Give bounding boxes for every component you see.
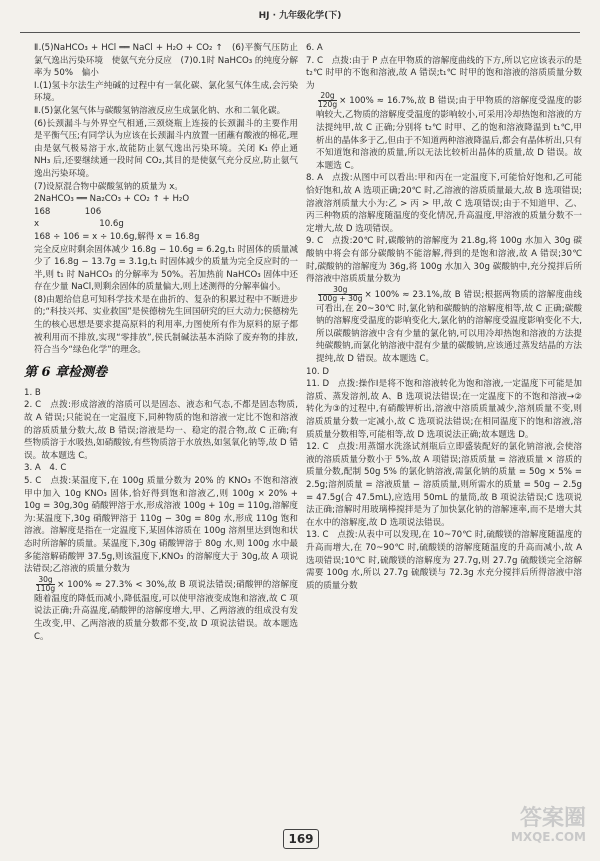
chemical-equation <box>24 193 298 243</box>
fraction-30-110: $\frac{30g}{110g}$ <box>36 574 56 593</box>
right-answers-middle <box>306 172 582 285</box>
header-rule <box>20 32 580 33</box>
paragraph: 完全反应时剩余固体减少 16.8g − 10.6g = 6.2g,t₁ 时固体的质量减少了 16.8g − 13.7g = 3.1g,t₁ 时固体减少的质量为完全反应时的一半,则 t₁ 时 NaHCO₃ 的分解率为 50%。若加热前 NaHCO₃ 固体中还存在少量 NaCl,则剩余固体的质量偏大,则上述测得的分解率偏小。 <box>34 244 298 293</box>
equation-line: 168 106 <box>34 206 102 217</box>
page-number: 169 <box>283 829 319 849</box>
equation-line: x 10.6g <box>34 219 124 230</box>
answer-item: 11. D 点拨:操作Ⅰ是将不饱和溶液转化为饱和溶液,一定温度下可能是加溶质、蒸发溶剂,故 A、B 选项说法错误;在一定温度下的不饱和溶液→②转化为③的过程中,有硝酸钾析出,溶液中溶质质量减少,溶剂质量不变,则溶质质量分数一定减小,故 C 选项说法错误;在相同温度下的饱和溶液,溶质质量分数相等,可能相等,故 D 选项说法正确;故本题选 D。 <box>306 379 582 440</box>
chapter-title: 第 6 章检测卷 <box>24 364 108 380</box>
answer-item: 12. C 点拨:用蒸馏水洗涤试剂瓶后立即盛装配好的氯化钠溶液,会使溶液的溶质质量分数小于 5%,故 A 项错误;溶质质量 = 溶液质量 × 溶质的质量分数,配制 50g 5% 的氯化钠溶液,需氯化钠的质量 = 50g × 5% = 2.5g;溶剂质量 = 溶液质量 − 溶质质量,则所需水的质量 = 50g − 2.5g = 47.5g(合 47.5mL),应选用 50mL 的量筒,故 B 项说法错误;C 选项说法正确;溶解时用玻璃棒搅拌是为了加快氯化钠的溶解速率,而不是增大其在水中的溶解度,故 D 选项说法错误。 <box>306 442 582 528</box>
answer-item: 10. D <box>306 366 330 377</box>
paragraph: Ⅰ.(1)氢卡尔法生产纯碱的过程中有一氧化碳、氯化氢气体生成,会污染环境。 <box>34 80 298 104</box>
paragraph: (8)由题给信息可知科学技术是在曲折的、复杂的积累过程中不断进步的;“科技兴邦、实业救国”是侯德榜先生回国研究的巨大动力;侯德榜先生的核心思想是要求提高原料的利用率,力图使所有作为原料的原子都被利用而不排放,实现“零排放”,侯氏制碱法基本消除了废弃物的排放,符合当今“绿色化学”的理念。 <box>34 294 298 356</box>
right-answers-top <box>306 42 582 92</box>
right-answers-bottom <box>306 366 582 593</box>
answer-9-fraction-line: $\frac{30g}{100g + 30g}$ × 100% ≈ 23.1%,故 B 错误;根据两物质的溶解度曲线可看出,在 20~30℃ 时,氯化钠和碳酸钠的溶解度相等,故 C 正确;碳酸钠的溶解度受温度的影响变化大,氯化钠的溶解度受温度影响变化不大,所以碳酸钠溶液中含有少量的氯化钠,可以用冷却热饱和溶液的方法提纯碳酸钠,而氯化钠溶液中混有少量的碳酸钠,应该通过蒸发结晶的方法提纯,故 D 错误。故本题选 C。 <box>316 284 582 365</box>
answer-item: 7. C 点拨:由于 P 点在甲物质的溶解度曲线的下方,所以它应该表示的是 t₂℃ 时甲的不饱和溶液,故 A 错误;t₁℃ 时甲的饱和溶液的溶质质量分数为 <box>306 55 582 91</box>
watermark-line2: MXQE.COM <box>510 830 586 844</box>
answer-7-fraction-line: $\frac{20g}{120g}$ × 100% ≈ 16.7%,故 B 错误;由于甲物质的溶解度受温度的影响较大,乙物质的溶解度受温度的影响较小,可采用冷却热饱和溶液的方法提纯甲,故 C 正确;分别将 t₂℃ 时甲、乙的饱和溶液降温到 t₁℃,甲析出的晶体多于乙,但由于不知道两种溶液降温后,都会有晶体析出,只有不知道饱和溶液的质量,所以无法比较析出晶体的质量,故 D 错误。故本题选 C。 <box>316 91 583 171</box>
answer-item: 5. C 点拨:某温度下,在 100g 质量分数为 20% 的 KNO₃ 不饱和溶液甲中加入 10g KNO₃ 固体,恰好得到饱和溶液乙,则 100g × 20% + 10g = 30g,30g 硝酸钾溶于水,形成溶液 100g + 10g = 110g,溶解度为:某温度下,30g 硝酸钾溶于 110g − 30g = 80g 水,形成 110g 饱和溶液。溶解度是指在一定温度下,某固体溶质在 100g 溶剂里达到饱和状态时所溶解的质量。某温度下,30g 硝酸钾溶于 80g 水,则 100g 水中最多能溶解硝酸钾 37.5g,则该温度下,KNO₃ 的溶解度大于 30g,故 A 项说法错误;乙溶液的质量分数为 <box>24 476 298 575</box>
left-column <box>24 42 298 643</box>
paragraph: (7)设原混合物中碳酸氢钠的质量为 x。 <box>34 181 183 192</box>
answer-5-fraction-line: $\frac{30g}{110g}$ × 100% ≈ 27.3% < 30%,故 B 项说法错误;硝酸钾的溶解度随着温度的降低而减小,降低温度,可以使甲溶液变成饱和溶液,故 C 项说法正确;升高温度,硝酸钾的溶解度增大,甲、乙两溶液的组成没有发生改变,甲、乙两溶液的质量分数都不变,故 D 项说法错误。故本题选 C。 <box>34 574 298 642</box>
equation-line: 168 ÷ 106 = x ÷ 10.6g,解得 x = 16.8g <box>34 231 200 242</box>
answer-item: 9. C 点拨:20℃ 时,碳酸钠的溶解度为 21.8g,将 100g 水加入 30g 碳酸钠中将会有部分碳酸钠不能溶解,得到的是饱和溶液,故 A 错误;30℃ 时,碳酸钠的溶解度为 36g,将 100g 水加入 30g 碳酸钠中,充分搅拌后所得溶液中溶质质量分数为 <box>306 236 582 285</box>
fraction-20-120: $\frac{20g}{120g}$ <box>318 91 338 110</box>
watermark-logo <box>482 808 586 854</box>
answer-item: 1. B <box>24 387 41 398</box>
equation-line: 2NaHCO₃ ══ Na₂CO₃ + CO₂ ↑ + H₂O <box>34 194 190 205</box>
left-paragraphs-bottom <box>24 244 298 357</box>
fraction-30-130: $\frac{30g}{100g + 30g}$ <box>318 284 363 303</box>
right-column <box>306 42 582 592</box>
answer-item: 6. A <box>306 43 323 53</box>
answer-item: 13. C 点拨:从表中可以发现,在 10~70℃ 时,硫酸镁的溶解度随温度的升高而增大,在 70~90℃ 时,硫酸镁的溶解度随温度的升高而减小,故 A 选项错误;10℃ 时,硫酸镁的溶解度为 27.7g,则 27.7g 硫酸镁完全溶解需要 100g 水,所以 27.7g 硫酸镁与 72.3g 水充分搅拌后所得溶液中溶质的质量分数 <box>306 530 582 591</box>
running-header: HJ · 九年级化学(下) <box>258 11 342 21</box>
answer-item: 2. C 点拨:形成溶液的溶质可以是固态、液态和气态,不都是固态物质,故 A 错误;只能说在一定温度下,同种物质的饱和溶液一定比不饱和溶液的溶质质量分数大,故 B 错误;溶液是均一、稳定的混合物,故 C 正确;有些物质溶于水吸热,如硝酸铵,有些物质溶于水放热,如氢氧化钠等,故 D 错误。故本题选 C。 <box>24 400 298 461</box>
chapter-answers <box>24 387 298 576</box>
paragraph: Ⅱ.(5)氯化氢气体与碳酸氢钠溶液反应生成氯化钠、水和二氧化碳。 <box>34 105 286 116</box>
paragraph: (6)长颈漏斗与外界空气相通,三颈烧瓶上连接的长颈漏斗的主要作用是平衡气压;有同学认为应该在长颈漏斗内放置一团蘸有酸液的棉花,理由是氨气极易溶于水,故能防止氨气逸出污染环境。关闭 K₁ 停止通 NH₃ 后,还要继续通一段时间 CO₂,其目的是使氨气充分反应,防止氨气逸出污染环境。 <box>34 118 298 179</box>
paragraph: Ⅱ.(5)NaHCO₃ + HCl ══ NaCl + H₂O + CO₂ ↑ (6)平衡气压防止氯气逸出污染环境 使氨气充分反应 (7)0.1时 NaHCO₃ 的纯度分解率为 50% 偏小 <box>34 43 298 79</box>
left-paragraphs-top <box>24 42 298 193</box>
watermark-line1: 答案圈 <box>519 806 586 831</box>
answer-item: 3. A 4. C <box>24 463 67 474</box>
answer-item: 8. A 点拨:从图中可以看出:甲和丙在一定温度下,可能恰好饱和,乙可能恰好饱和,故 A 选项正确;20℃ 时,乙溶液的溶质质量最大,故 B 选项错误;溶液溶剂质量大小为:乙 > 丙 > 甲,故 C 选项错误;由于不知道甲、乙、丙三种物质的溶解度随温度的变化情况,升高温度,甲溶液的质量分数不一定增大,故 D 选项错误。 <box>306 173 582 234</box>
